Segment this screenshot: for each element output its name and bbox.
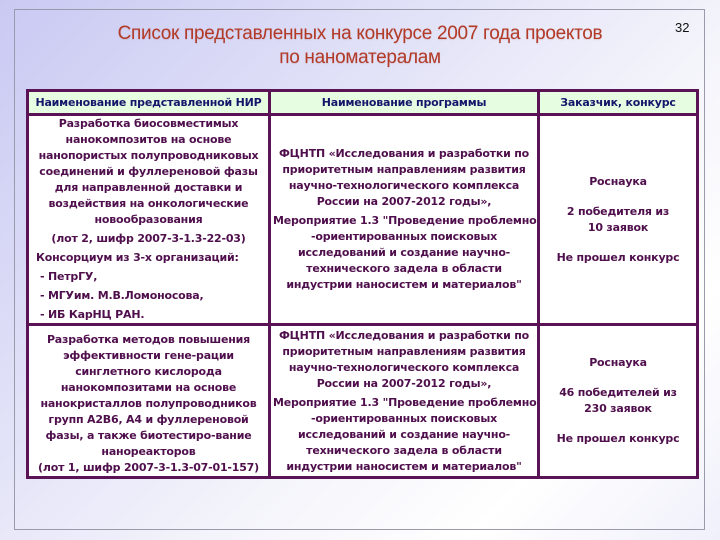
project-text-line: эффективности гене-рации [63, 349, 234, 362]
title-line-1: Список представленных на конкурсе 2007 года проектов [117, 23, 603, 44]
consortium-member: - МГУим. М.В.Ломоносова, [40, 289, 204, 302]
applications-stats: 10 заявок [587, 220, 649, 234]
program-text-line: России на 2007-2012 годы», [316, 195, 492, 208]
program-cell [270, 115, 539, 325]
table-row [28, 115, 698, 325]
program-text-line: научно-технологического комплекса [288, 179, 520, 192]
contest-result: Не прошел конкурс [556, 432, 680, 445]
consortium-member: - ИБ КарНЦ РАН. [40, 308, 145, 321]
project-text-line: фазы, а также биотестиро-вание [45, 429, 252, 442]
header-program-name: Наименование программы [270, 91, 539, 115]
header-project-name: Наименование представленной НИР [28, 91, 270, 115]
program-text-line: приоритетным направлениям развития [282, 344, 526, 358]
program-text-line: индустрии наносистем и материалов" [286, 278, 522, 291]
project-lot-code: (лот 2, шифр 2007-3-1.3-22-03) [51, 232, 246, 245]
project-text-line: Разработка методов повышения [46, 333, 251, 346]
applications-stats: 230 заявок [584, 402, 652, 415]
project-text-line: Разработка биосовместимых [58, 117, 239, 130]
program-text-line: технического задела в области [306, 262, 502, 275]
project-text-line: нанокристаллов полупроводников [40, 397, 257, 410]
program-text-line: Мероприятие 1.3 "Проведение проблемно [273, 395, 537, 409]
project-text-line: для направленной доставки и [54, 181, 243, 194]
customer-name: Роснаука [589, 174, 647, 188]
program-text-line: ФЦНТП «Исследования и разработки по [278, 328, 530, 342]
title-line-2: по наноматералам [279, 47, 441, 68]
program-text-line: ФЦНТП «Исследования и разработки по [278, 147, 530, 160]
slide-title [40, 22, 680, 70]
project-cell [28, 325, 270, 478]
projects-table [26, 89, 699, 479]
customer-cell [539, 325, 698, 478]
project-text-line: нанокомпозитов на основе [65, 133, 232, 146]
header-customer: Заказчик, конкурс [539, 91, 698, 115]
table-row [28, 325, 698, 478]
program-text-line: -ориентированных поисковых [311, 411, 497, 425]
project-text-line: нанокомпозитами на основе [60, 381, 237, 394]
customer-cell [539, 115, 698, 325]
project-text-line: новообразования [94, 213, 203, 226]
project-text-line: синглетного кислорода [75, 365, 222, 378]
program-text-line: исследований и создание научно- [297, 246, 511, 259]
program-text-line: научно-технологического комплекса [288, 360, 520, 374]
slide-number: 32 [675, 20, 690, 35]
program-text-line: технического задела в области [306, 443, 502, 457]
project-cell [28, 115, 270, 325]
project-text-line: соединений и фуллереновой фазы [39, 165, 258, 178]
project-text-line: нанореакторов [101, 445, 196, 458]
consortium-label: Консорциум из 3-х организаций: [36, 251, 239, 264]
program-text-line: индустрии наносистем и материалов" [286, 459, 522, 473]
contest-result: Не прошел конкурс [556, 250, 680, 264]
project-lot-code: (лот 1, шифр 2007-3-1.3-07-01-157) [38, 461, 259, 474]
program-cell [270, 325, 539, 478]
winners-stats: 46 победителей из [559, 386, 677, 399]
program-text-line: России на 2007-2012 годы», [316, 376, 492, 390]
program-text-line: Мероприятие 1.3 "Проведение проблемно [273, 214, 537, 227]
consortium-member: - ПетрГУ, [40, 270, 98, 283]
winners-stats: 2 победителя из [566, 204, 670, 218]
program-text-line: -ориентированных поисковых [311, 230, 497, 243]
customer-name: Роснаука [589, 356, 647, 369]
table-header-row [28, 91, 698, 115]
project-text-line: групп A2B6, A4 и фуллереновой [48, 413, 249, 426]
project-text-line: нанопористых полупроводниковых [38, 149, 259, 162]
program-text-line: исследований и создание научно- [297, 427, 511, 441]
project-text-line: воздействия на онкологические [48, 197, 249, 210]
program-text-line: приоритетным направлениям развития [282, 163, 526, 176]
